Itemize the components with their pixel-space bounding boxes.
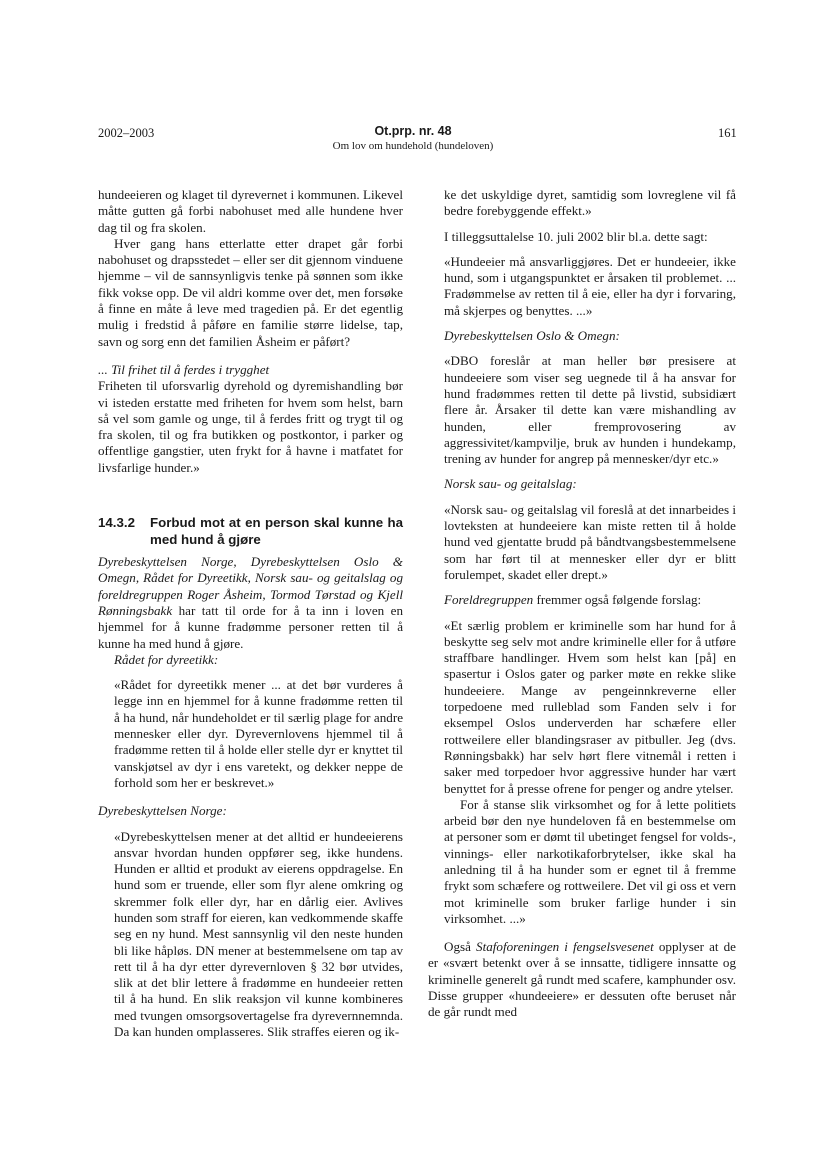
paragraph: hundeeieren og klaget til dyrevernet i kommunen. Likevel måtte gutten gå forbi nabohuset med alle hundene hver dag til og fra skolen. <box>98 187 403 235</box>
quote: ke det uskyldige dyret, samtidig som lovreglene vil få bedre forebyggende effekt.» <box>444 187 736 219</box>
section-title: Forbud mot at en person skal kunne ha med hund å gjøre <box>150 515 403 548</box>
quote: «Norsk sau- og geitalslag vil foreslå at det innarbeides i lovteksten at hundeeiere kan miste retten til å holde hund ved gjentatte brudd på båndtvangsbestemmelsene som har ført til at mennesker eller dyr er blitt forulempet, skadet eller drept.» <box>444 501 736 582</box>
quote: For å stanse slik virksomhet og for å lette politiets arbeid bør den nye hundeloven få en bestemmelse om at personer som er dømt til ubetinget fengsel for volds-, vinnings- eller narkotikaforbrytelser, ikke skal ha anledning til å ha hunder som er egnet til å fremme frykt som schæfere og rottweilere. Det vil gi oss et vern mot kriminelle som bruker farlige hunder i sin virksomhet. ...» <box>444 796 736 926</box>
quote: «DBO foreslår at man heller bør presisere at hundeeiere som viser seg uegnede til å ha ansvar for hund fradømmes retten til dette på livstid, subsidiært flere år. Årsaker til dette kan være mishandling av hunden, eller fremprovosering av aggressivitet/kampvilje, bruk av hunden i hundekamp, trening av hunder for angrep på mennesker/dyr etc.» <box>444 353 736 467</box>
paragraph: Friheten til uforsvarlig dyrehold og dyremishandling bør vi isteden erstatte med friheten for hvem som helst, barn så vel som gamle og unge, til å ferdes fritt og trygt til og fra skolen, til og fra butikken og postkontor, i parker og offentlige gangstier, uten frykt for å havne i matfatet for livsfarlige hunder.» <box>98 378 403 475</box>
source-label: Rådet for dyreetikk: <box>114 651 219 667</box>
organisations: Dyrebeskyttelsen Norge, Dyrebeskyttelsen Oslo & Omegn, Rådet for Dyreetikk, Norsk sau- og geitalslag og foreldregruppen Roger Åsheim, Tormod Tørstad og Kjell Rønningsbakk <box>98 554 403 618</box>
paragraph <box>428 592 736 608</box>
quote: «Rådet for dyreetikk mener ... at det bør vurderes å legge inn en hjemmel for å kunne fradømme retten til å ha hund, når hundeholdet er til særlig plage for andre mennesker eller dyr. Dyrevernlovens hjemmel til å fradømme retten til å holde eller stelle dyr er knyttet til vanskjøtsel av dyr i ens varetekt, og dekker neppe de forhold som her er beskrevet.» <box>114 677 403 790</box>
quote: «Et særlig problem er kriminelle som har hund for å beskytte seg selv mot andre kriminelle eller for å utføre straffbare handlinger. Hvem som helst kan [på] en spasertur i Oslos gater og parker møte en rekke slike hundeeiere. Mange av pengeinnkreverne eller torpedoene med rulleblad som Fanden selv i for eksempel Oslos underverden har schæfere eller rottweilere eller blandingsraser av pitbuller. Jeg (dvs. Rønningsbakk) har selv hørt flere vitnemål i retten i saker med torpedoer hvor aggressive hunder har vært benyttet for å presse ofrene for penger og andre ytelser. <box>444 617 736 796</box>
organisation: Foreldregruppen <box>444 592 534 608</box>
source-label: Norsk sau- og geitalslag: <box>444 476 577 492</box>
quote: «Dyrebeskyttelsen mener at det alltid er hundeeierens ansvar hvordan hunden oppfører seg, ikke hundens. Hunden er alltid et produkt av eierens oppdragelse. En hund som er truende, eller som flyr alene omkring og skremmer folk eller dyr, har en dårlig eier. Avlives hunden som straff for eieren, kan vedkommende skaffe seg en ny hund. Mest sannsynlig vil den neste hunden bli like håpløs. DN mener at bestemmelsene om tap av rett til å ha dyr etter dyrevernloven § 32 bør utvides, slik at det blir lettere å fradømme en hundeeier retten til å ha hund. En slik reaksjon vil kunne kombineres med tvungen omsorgsovertagelse fra dyrevernnemnda. Da kan hunden omplasseres. Slik straffes eieren og ik- <box>114 828 403 1040</box>
subheading: ... Til frihet til å ferdes i trygghet <box>98 361 270 377</box>
document-title: Ot.prp. nr. 48 <box>374 124 452 138</box>
paragraph: I tilleggsuttalelse 10. juli 2002 blir bl.a. dette sagt: <box>444 228 708 244</box>
paragraph-text: fremmer også følgende forslag: <box>533 592 702 608</box>
page-number: 161 <box>718 126 737 140</box>
paragraph <box>428 939 736 1020</box>
paragraph-text: opplyser at de er «svært betenkt over å se innsatte, tidligere innsatte og kriminelle generelt gå rundt med scafere, kamphunder osv. Disse grupper «hundeeiere» er dessuten ofte beruset når de går rundt med <box>428 939 736 1020</box>
paragraph-text: Også <box>444 939 477 955</box>
paragraph <box>98 554 403 652</box>
source-label: Dyrebeskyttelsen Norge: <box>98 803 227 819</box>
paragraph-text: har tatt til orde for å ta inn i loven en hjemmel for å kunne fradømme personer retten til å kunne ha med hund å gjøre. <box>98 602 403 651</box>
section-number: 14.3.2 <box>98 515 135 531</box>
quote: «Hundeeier må ansvarliggjøres. Det er hundeeier, ikke hund, som i utgangspunktet er årsaken til problemet. ... Fradømmelse av retten til å eie, eller ha dyr i forvaring, må skjerpes og benyttes. ...» <box>444 253 736 318</box>
section-heading <box>98 514 403 548</box>
document-subtitle: Om lov om hundehold (hundeloven) <box>332 140 494 152</box>
right-column <box>428 187 736 1021</box>
paragraph: Hver gang hans etterlatte etter drapet går forbi nabohuset og drapsstedet – eller ser dit gjennom vinduene hjemme – vil de sannsynligvis tenke på sønnen som ikke fikk vokse opp. De vil aldri komme over det, men forsøke å finne en måte å leve med tragedien på. Er det egentlig mulig i fredstid å påføre en familie større lidelse, tap, savn og sorg enn det familien Åsheim er påført? <box>98 235 403 349</box>
source-label: Dyrebeskyttelsen Oslo & Omegn: <box>444 328 620 344</box>
running-header <box>0 124 826 152</box>
left-column <box>98 187 403 1040</box>
header-year: 2002–2003 <box>98 126 155 140</box>
organisation: Stafoforeningen i fengselsvesenet <box>476 939 654 955</box>
